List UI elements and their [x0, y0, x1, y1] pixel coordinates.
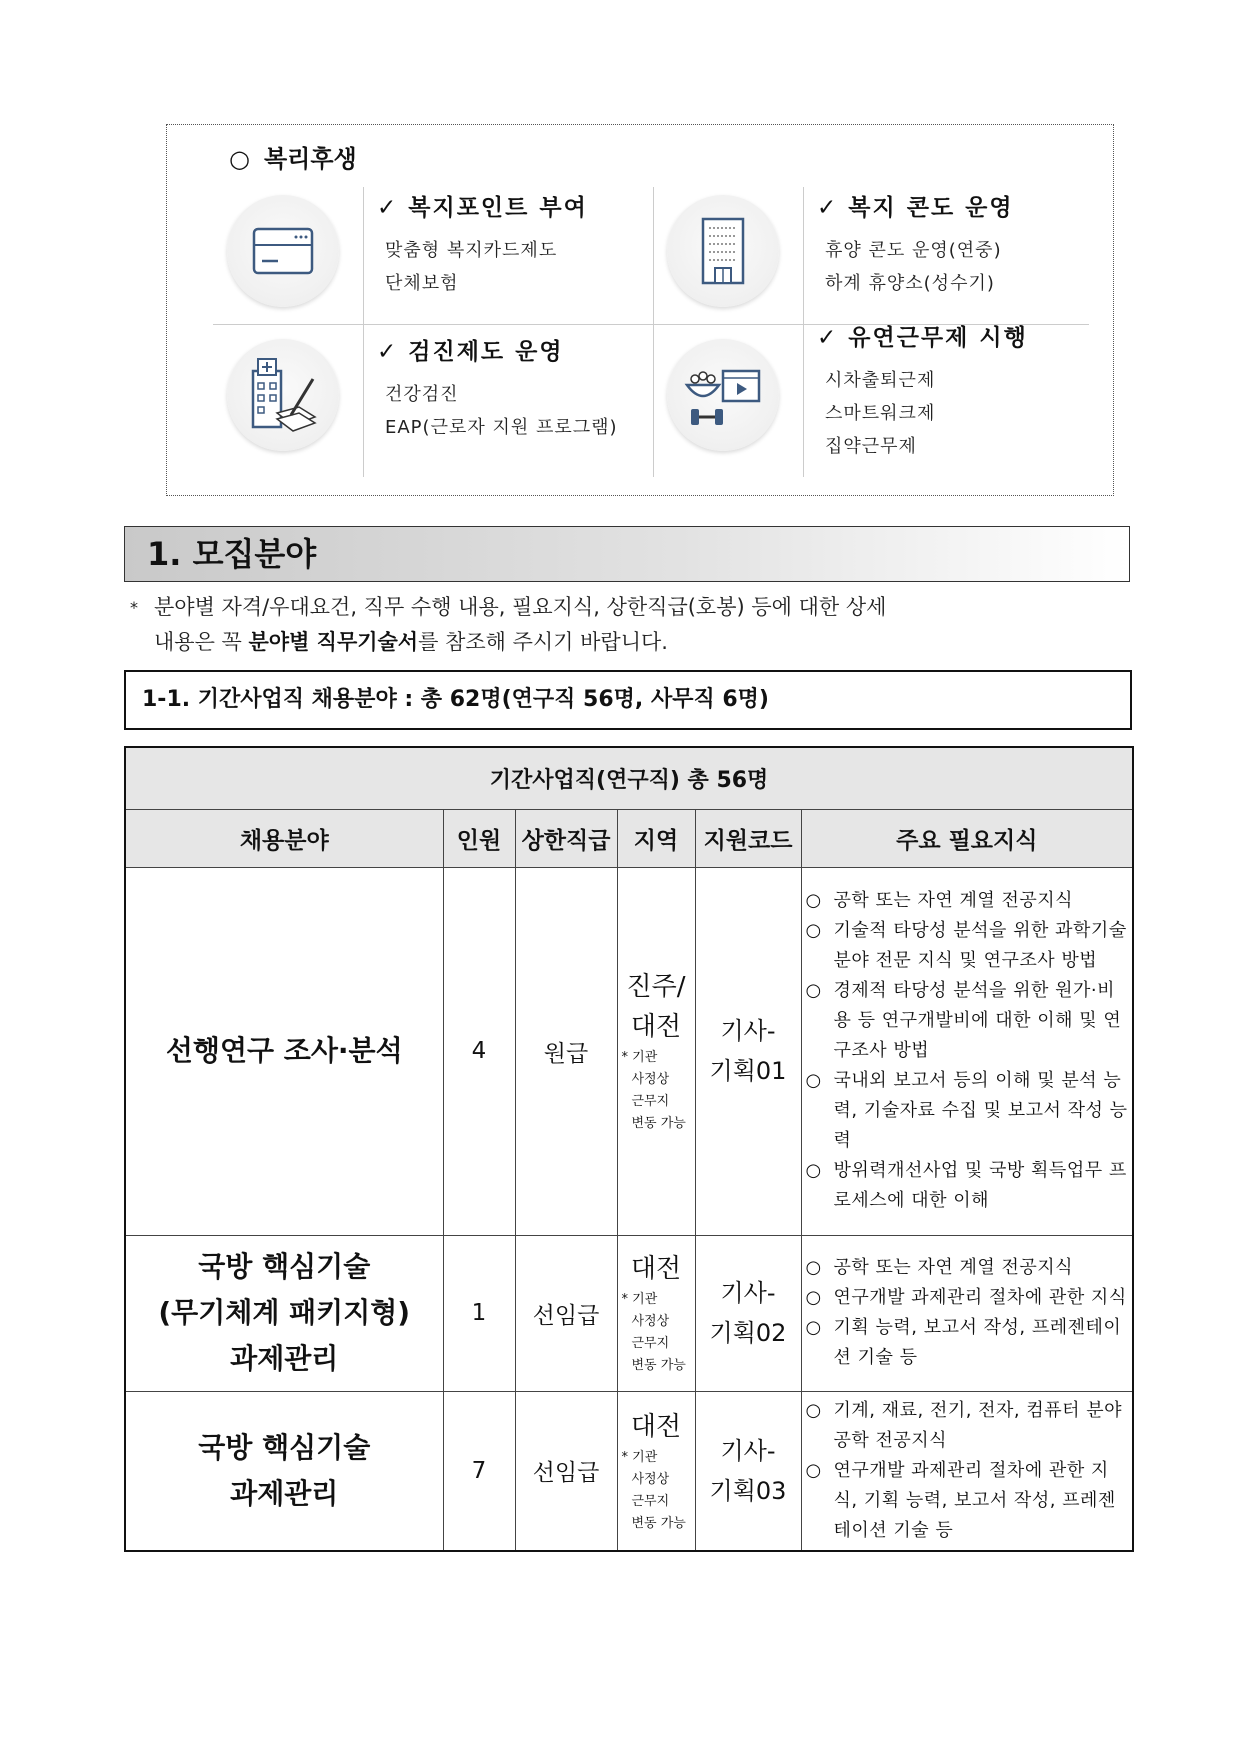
region-line: 진주/: [626, 972, 686, 1002]
field-line: 과제관리: [230, 1476, 339, 1510]
code-line: 기획01: [709, 1057, 787, 1085]
benefit-line: 스마트워크제: [825, 403, 936, 424]
benefit-head: ✓ 복지포인트 부여: [377, 195, 588, 221]
field-cell: [125, 1235, 443, 1391]
knowledge-item: ○ 방위력개선사업 및 국방 획득업무 프로세스에 대한 이해: [805, 1160, 1127, 1211]
benefits-title-text: 복리후생: [263, 145, 357, 173]
region-note-line: 근무지: [631, 1493, 670, 1509]
building-icon: [667, 195, 779, 307]
benefit-line: 하계 휴양소(성수기): [825, 273, 995, 294]
divider: [803, 187, 804, 477]
benefit-item: [817, 189, 1014, 300]
divider: [363, 187, 364, 477]
table-row: [125, 1235, 1133, 1391]
note-line: 내용은 꼭: [154, 630, 249, 654]
knowledge-cell: [801, 1235, 1133, 1391]
knowledge-cell: [801, 1391, 1133, 1551]
code-cell: [695, 1235, 801, 1391]
section-title: 1. 모집분야: [124, 526, 1130, 582]
region-line: 대전: [630, 1411, 682, 1442]
field-line: 선행연구 조사·분석: [165, 1034, 403, 1067]
region-note-line: * 기관: [621, 1449, 658, 1465]
region-cell: [617, 867, 695, 1235]
field-line: 국방 핵심기술: [198, 1250, 371, 1283]
col-header: 채용분야: [125, 809, 443, 867]
benefits-box: [166, 124, 1114, 496]
knowledge-item: ○ 경제적 타당성 분석을 위한 원가·비용 등 연구개발비에 대한 이해 및 연구조사 방법: [805, 980, 1122, 1061]
col-header: 지원코드: [695, 809, 801, 867]
code-line: 기획03: [709, 1476, 787, 1505]
knowledge-item: ○ 공학 또는 자연 계열 전공지식: [805, 890, 1074, 911]
knowledge-item: ○ 기술적 타당성 분석을 위한 과학기술 분야 전문 지식 및 연구조사 방법: [805, 920, 1127, 971]
region-note-line: 근무지: [631, 1094, 670, 1109]
region-cell: [617, 1235, 695, 1391]
benefit-item: [377, 189, 588, 300]
lifestyle-icon: [667, 339, 779, 451]
note-emphasis: 분야별 직무기술서: [248, 630, 419, 654]
code-line: 기사-: [720, 1017, 776, 1045]
region-note-line: 변동 가능: [631, 1116, 686, 1131]
region-line: 대전: [630, 1012, 682, 1042]
col-header: 상한직급: [515, 809, 617, 867]
knowledge-item: ○ 기획 능력, 보고서 작성, 프레젠테이션 기술 등: [805, 1317, 1122, 1368]
divider: [653, 187, 654, 477]
benefit-line: 집약근무제: [825, 436, 917, 457]
subsection-title: 1-1. 기간사업직 채용분야 : 총 62명(연구직 56명, 사무직 6명): [124, 670, 1132, 730]
knowledge-cell: [801, 867, 1133, 1235]
table-header-row: [125, 809, 1133, 867]
knowledge-item: ○ 연구개발 과제관리 절차에 관한 지식, 기획 능력, 보고서 작성, 프레젠테이션 기술 등: [805, 1459, 1116, 1541]
code-cell: [695, 867, 801, 1235]
code-line: 기사-: [720, 1279, 776, 1307]
code-line: 기획02: [709, 1319, 787, 1347]
hospital-icon: [227, 339, 339, 451]
grade-cell: 원급: [515, 867, 617, 1235]
knowledge-item: ○ 연구개발 과제관리 절차에 관한 지식: [805, 1287, 1127, 1308]
card-icon: [227, 195, 339, 307]
benefits-bullet: ○: [229, 145, 250, 173]
knowledge-item: ○ 공학 또는 자연 계열 전공지식: [805, 1257, 1074, 1278]
field-cell: [125, 867, 443, 1235]
col-header: 지역: [617, 809, 695, 867]
knowledge-item: ○ 국내외 보고서 등의 이해 및 분석 능력, 기술자료 수집 및 보고서 작성 능력: [805, 1070, 1128, 1151]
benefit-head: ✓ 검진제도 운영: [377, 339, 564, 365]
region-note-line: * 기관: [621, 1292, 658, 1307]
region-line: 대전: [630, 1254, 682, 1284]
note-line: 를 참조해 주시기 바랍니다.: [418, 630, 668, 654]
grade-cell: 선임급: [515, 1391, 617, 1551]
benefits-title: [229, 139, 357, 174]
benefit-line: 건강검진: [385, 384, 459, 405]
code-cell: [695, 1391, 801, 1551]
benefit-item: [817, 319, 1028, 463]
note-line: 분야별 자격/우대요건, 직무 수행 내용, 필요지식, 상한직급(호봉) 등에 대한 상세: [154, 595, 887, 619]
count-cell: 1: [443, 1235, 515, 1391]
section-note: [130, 590, 1120, 660]
region-note-line: * 기관: [621, 1050, 658, 1065]
col-header: 인원: [443, 809, 515, 867]
region-note-line: 사정상: [631, 1314, 670, 1329]
count-cell: 7: [443, 1391, 515, 1551]
benefit-item: [377, 333, 618, 444]
region-note-line: 변동 가능: [631, 1358, 686, 1373]
region-note-line: 사정상: [631, 1471, 670, 1487]
benefit-head: ✓ 복지 콘도 운영: [817, 195, 1014, 221]
jobs-table: [124, 746, 1134, 1552]
col-header: 주요 필요지식: [801, 809, 1133, 867]
region-note-line: 변동 가능: [631, 1515, 686, 1531]
benefit-line: 휴양 콘도 운영(연중): [825, 240, 1002, 261]
region-note: [618, 1289, 695, 1377]
count-cell: 4: [443, 867, 515, 1235]
region-note: [618, 1447, 695, 1535]
benefit-line: EAP(근로자 지원 프로그램): [385, 417, 618, 438]
code-line: 기사-: [720, 1436, 776, 1465]
benefit-line: 맞춤형 복지카드제도: [385, 240, 558, 261]
region-note-line: 근무지: [631, 1336, 670, 1351]
field-line: 과제관리: [230, 1342, 339, 1375]
field-line: (무기체계 패키지형): [158, 1296, 411, 1329]
grade-cell: 선임급: [515, 1235, 617, 1391]
table-row: [125, 867, 1133, 1235]
table-row: [125, 1391, 1133, 1551]
table-caption: 기간사업직(연구직) 총 56명: [125, 747, 1133, 809]
benefit-line: 단체보험: [385, 273, 459, 294]
region-note-line: 사정상: [631, 1072, 670, 1087]
region-cell: [617, 1391, 695, 1551]
region-note: [618, 1047, 695, 1135]
field-line: 국방 핵심기술: [198, 1430, 371, 1464]
note-star: *: [130, 598, 138, 617]
knowledge-item: ○ 기계, 재료, 전기, 전자, 컴퓨터 분야 공학 전공지식: [805, 1399, 1123, 1451]
benefit-line: 시차출퇴근제: [825, 370, 936, 391]
benefit-head: ✓ 유연근무제 시행: [817, 325, 1028, 351]
field-cell: [125, 1391, 443, 1551]
